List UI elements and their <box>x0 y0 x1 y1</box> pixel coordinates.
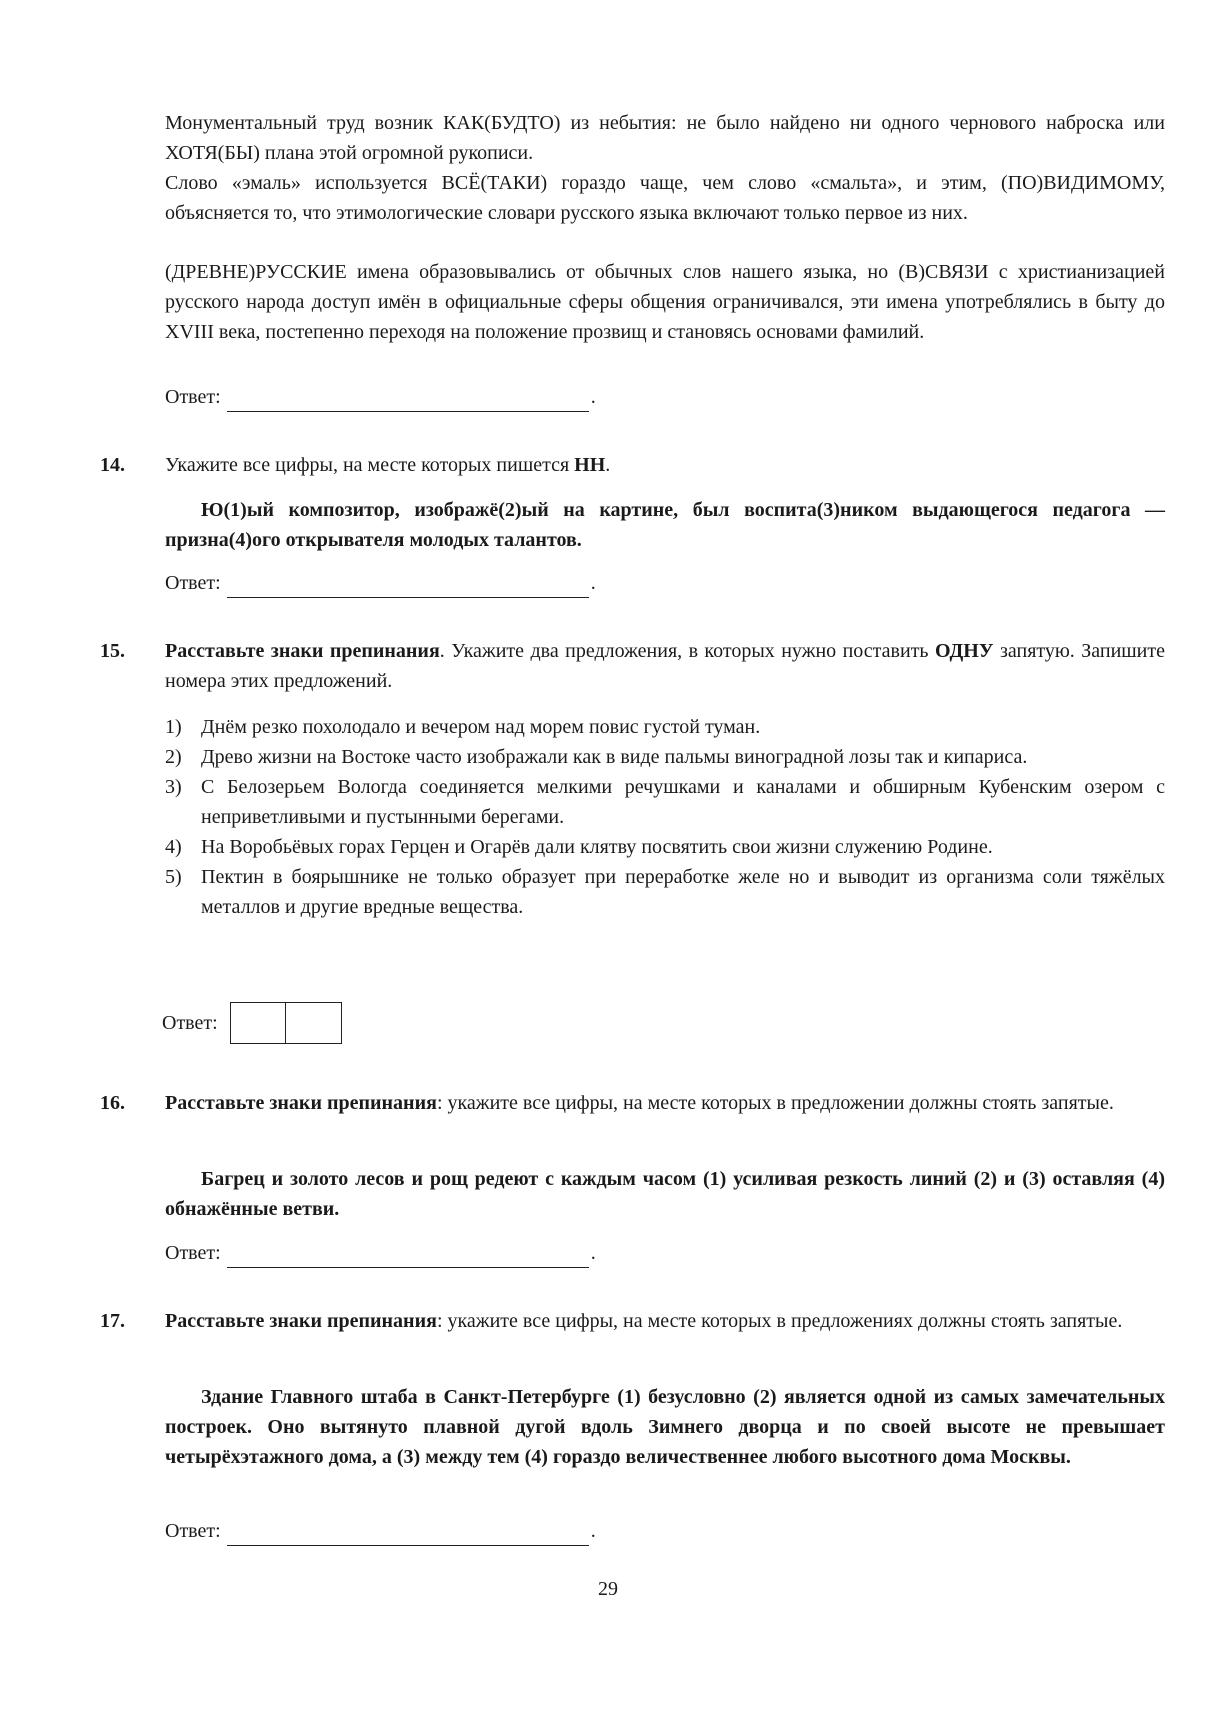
list-item-number: 5) <box>165 866 182 888</box>
task-14-instruction <box>165 450 1165 480</box>
list-item-number: 4) <box>165 836 182 858</box>
answer-label: Ответ: <box>165 1520 221 1542</box>
task-16-sentence: Багрец и золото лесов и рощ редеют с каждым часом (1) усиливая резкость линий (2) и (3) оставляя (4) обнажённые ветви. <box>165 1168 1165 1220</box>
task-15-instruction-bold-1: Расставьте знаки препинания <box>165 640 440 662</box>
list-item <box>165 832 1165 862</box>
task-16-number: 16. <box>100 1092 125 1114</box>
answer-cell-1[interactable] <box>230 1002 286 1044</box>
list-item-text: Древо жизни на Востоке часто изображали как в виде пальмы виноградной лозы так и кипариса. <box>201 746 1028 768</box>
task-15-instruction-mid: . Укажите два предложения, в которых нужно поставить <box>439 640 935 662</box>
answer-line-16 <box>165 1238 596 1268</box>
task-15-number: 15. <box>100 640 125 662</box>
answer-label: Ответ: <box>162 1012 218 1034</box>
answer-end: . <box>590 1242 596 1264</box>
answer-line-13 <box>165 382 596 412</box>
answer-end: . <box>590 1520 596 1542</box>
list-item-text: Пектин в боярышнике не только образует при переработке желе но и выводит из организма соли тяжёлых металлов и другие вредные вещества. <box>201 866 1165 918</box>
list-item-text: На Воробьёвых горах Герцен и Огарёв дали клятву посвятить свои жизни служению Родине. <box>201 836 993 858</box>
answer-blank-17[interactable] <box>227 1523 589 1546</box>
task-14-instruction-bold: НН <box>574 454 606 476</box>
list-item <box>165 862 1165 922</box>
answer-cells <box>230 1002 342 1044</box>
list-item <box>165 742 1165 772</box>
task-16-instruction-text: : укажите все цифры, на месте которых в предложении должны стоять запятые. <box>436 1092 1114 1114</box>
task-16-instruction-bold: Расставьте знаки препинания <box>165 1092 437 1114</box>
answer-blank-16[interactable] <box>227 1245 589 1268</box>
task-14-instruction-text: Укажите все цифры, на месте которых пишется <box>165 454 575 476</box>
answer-cell-2[interactable] <box>286 1002 342 1044</box>
task-14-instruction-end: . <box>605 454 611 476</box>
task-14-number: 14. <box>100 454 125 476</box>
list-item-number: 3) <box>165 776 182 798</box>
list-item-number: 1) <box>165 716 182 738</box>
page-number: 29 <box>598 1578 618 1600</box>
intro-paragraph-3: (ДРЕВНЕ)РУССКИЕ имена образовывались от обычных слов нашего языка, но (В)СВЯЗИ с христианизацией русского народа доступ имён в официальные сферы общения ограничивался, эти имена употреблялись в быту до XVIII века, постепенно переходя на положение прозвищ и становясь основами фамилий. <box>165 261 1165 343</box>
task-15-instruction-bold-2: ОДНУ <box>934 640 994 662</box>
task-15-sentence-list <box>165 712 1165 922</box>
answer-boxes-15 <box>162 1002 342 1044</box>
task-17-number: 17. <box>100 1310 125 1332</box>
list-item <box>165 772 1165 832</box>
answer-label: Ответ: <box>165 386 221 408</box>
answer-label: Ответ: <box>165 572 221 594</box>
task-15-instruction <box>165 636 1165 696</box>
answer-end: . <box>590 572 596 594</box>
task-15-instruction-end: запятую. Запишите номера этих предложений. <box>165 640 1165 692</box>
list-item <box>165 712 1165 742</box>
intro-paragraph-1: Монументальный труд возник КАК(БУДТО) из небытия: не было найдено ни одного чернового наброска или ХОТЯ(БЫ) плана этой огромной рукописи. <box>165 112 1165 164</box>
task-17-instruction-text: : укажите все цифры, на месте которых в предложениях должны стоять запятые. <box>436 1310 1123 1332</box>
intro-paragraph-2: Слово «эмаль» используется ВСЁ(ТАКИ) гораздо чаще, чем слово «смальта», и этим, (ПО)ВИДИМОМУ, объясняется то, что этимологические словари русского языка включают только первое из них. <box>165 172 1165 224</box>
list-item-text: С Белозерьем Вологда соединяется мелкими речушками и каналами и обширным Кубенским озером с неприветливыми и пустынными берегами. <box>201 776 1165 828</box>
answer-line-17 <box>165 1516 596 1546</box>
list-item-number: 2) <box>165 746 182 768</box>
answer-line-14 <box>165 568 596 598</box>
answer-end: . <box>590 386 596 408</box>
list-item-text: Днём резко похолодало и вечером над морем повис густой туман. <box>201 716 761 738</box>
task-17-sentence: Здание Главного штаба в Санкт-Петербурге (1) безусловно (2) является одной из самых замечательных построек. Оно вытянуто плавной дугой вдоль Зимнего дворца и по своей высоте не превышает четырёхэтажного дома, а (3) между тем (4) гораздо величественнее любого высотного дома Москвы. <box>165 1386 1165 1468</box>
answer-blank-14[interactable] <box>227 575 589 598</box>
task-14-sentence: Ю(1)ый композитор, изображё(2)ый на картине, был воспита(3)ником выдающегося педагога — призна(4)ого открывателя молодых талантов. <box>165 499 1165 551</box>
answer-blank-13[interactable] <box>227 389 589 412</box>
task-17-instruction-bold: Расставьте знаки препинания <box>165 1310 437 1332</box>
answer-label: Ответ: <box>165 1242 221 1264</box>
task-17-instruction <box>165 1306 1165 1336</box>
task-16-instruction <box>165 1088 1165 1118</box>
